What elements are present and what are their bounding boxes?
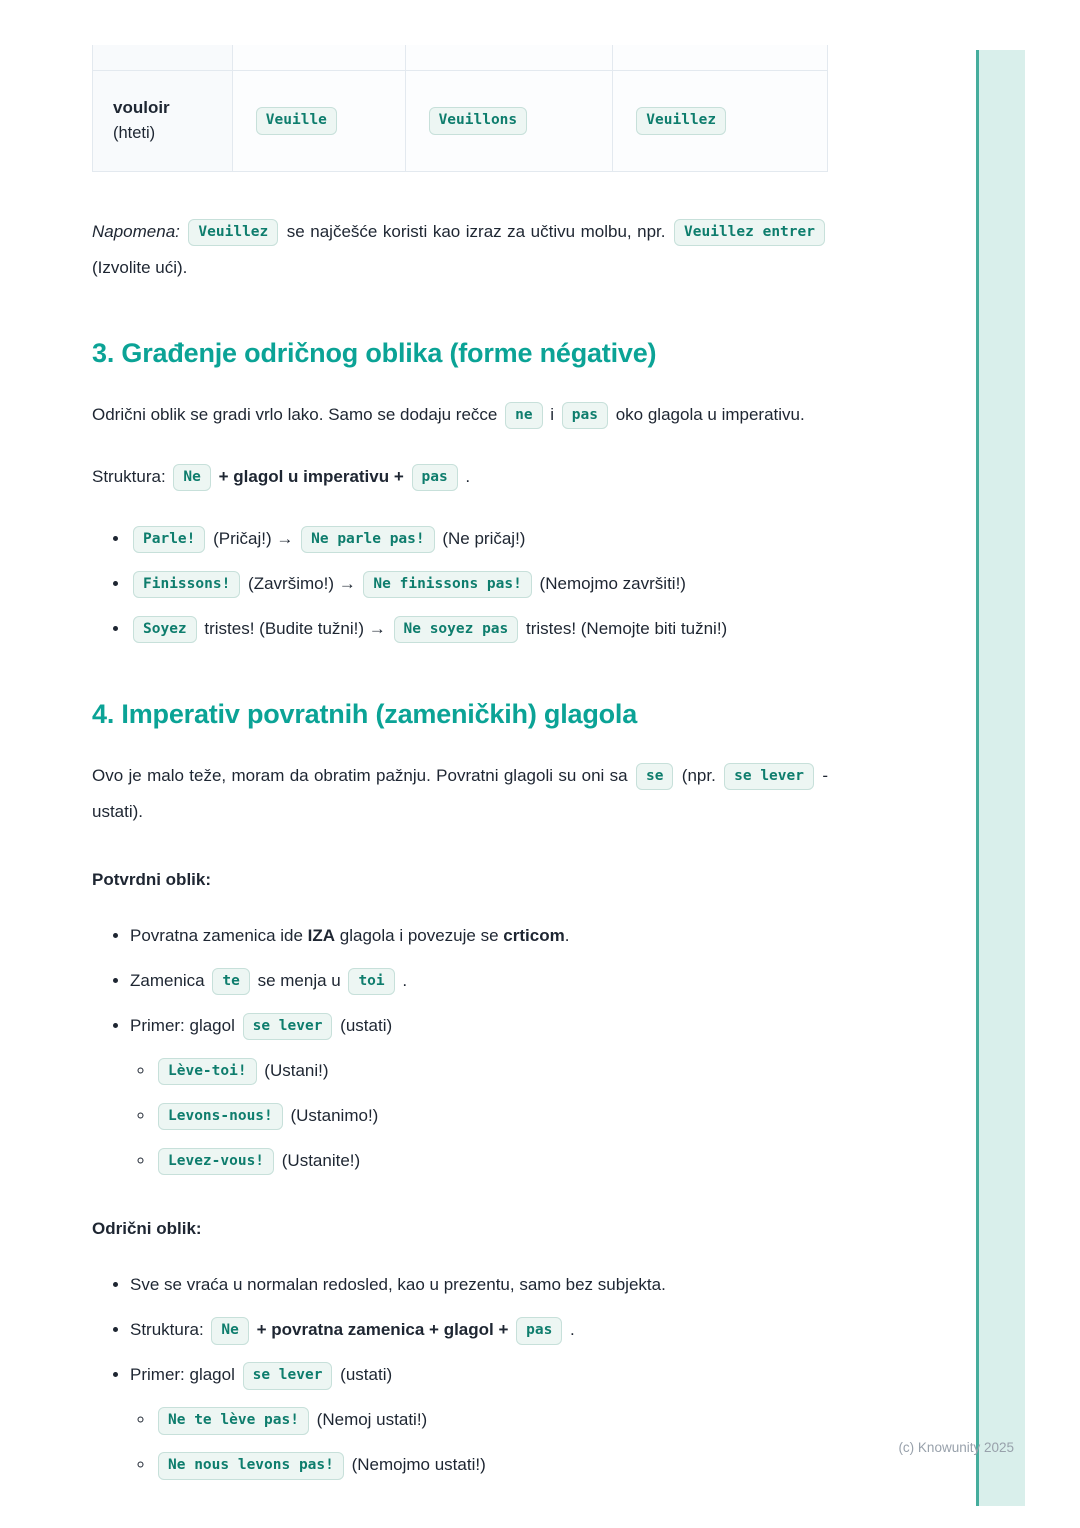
code-badge: se lever (243, 1362, 333, 1389)
note-paragraph (92, 214, 828, 286)
text-run: (Izvolite ući). (92, 257, 188, 277)
table-cell (405, 70, 613, 171)
text-run: tristes! (Nemojte biti tužni!) (521, 618, 728, 638)
code-badge: Ne (211, 1317, 248, 1344)
list-item (130, 566, 828, 602)
text-run: (ustati) (335, 1016, 393, 1036)
text-run: (Pričaj!) → (208, 528, 299, 548)
text-run: . (564, 926, 570, 945)
table-cell (613, 70, 828, 171)
copyright-text: (c) Knowunity 2025 (898, 1440, 1014, 1455)
list-item (130, 611, 828, 647)
list-item (130, 1312, 828, 1348)
code-badge: te (212, 968, 249, 995)
text-run: Struktura: (92, 466, 171, 486)
code-badge: Soyez (133, 616, 197, 643)
text-run: (Ustanimo!) (285, 1106, 379, 1126)
text-run: . (397, 971, 408, 991)
sublist-item (155, 1053, 828, 1089)
text-run: tristes! (Budite tužni!) → (199, 618, 391, 638)
odricni-heading: Odrični oblik: (92, 1219, 202, 1239)
text-run: (ustati) (335, 1365, 393, 1385)
list-item-text (130, 1016, 392, 1035)
code-badge: toi (348, 968, 394, 995)
list-item (130, 1008, 828, 1179)
section3-intro (92, 397, 828, 433)
code-badge: ne (505, 402, 542, 429)
text-run: Zamenica (130, 971, 210, 991)
list-item (130, 963, 828, 999)
code-badge: pas (562, 402, 608, 429)
section3-struktura-line (92, 459, 828, 495)
code-badge: Finissons! (133, 571, 240, 598)
odricni-list (92, 1267, 828, 1483)
bold-text: + glagol u imperativu + (213, 466, 409, 486)
section4-intro (92, 758, 828, 830)
verb-name: vouloir (113, 97, 170, 117)
text-run: (Ustani!) (259, 1061, 329, 1081)
text-run: (Nemojmo ustati!) (346, 1455, 486, 1475)
text-run: se najčešće koristi kao izraz za učtivu molbu, npr. (281, 221, 672, 241)
text-run: Ovo je malo teže, moram da obratim pažnju. Povratni glagoli su oni sa (92, 765, 633, 785)
conjugation-table (92, 45, 828, 172)
bold-text: IZA (307, 926, 336, 945)
section4-title: 4. Imperativ povratnih (zameničkih) glagola (92, 698, 638, 729)
odricni-sublist (130, 1402, 828, 1483)
section3-example-list (92, 521, 828, 647)
verb-cell (93, 70, 233, 171)
code-badge: Lève-toi! (158, 1058, 257, 1085)
document-content (92, 0, 828, 1483)
text-run: Povratna zamenica ide (130, 926, 308, 945)
code-badge: Levons-nous! (158, 1103, 283, 1130)
potvrdni-sublist (130, 1053, 828, 1179)
list-item-text (130, 1365, 392, 1384)
text-run: Sve se vraća u normalan redosled, kao u prezentu, samo bez subjekta. (130, 1275, 666, 1295)
code-badge: pas (412, 464, 458, 491)
text-run: - ustati). (92, 765, 828, 821)
verb-translation: (hteti) (113, 123, 156, 142)
sublist-item (155, 1402, 828, 1438)
code-badge: Veuille (256, 107, 337, 134)
table-cell (93, 45, 233, 70)
code-badge: Veuillez entrer (674, 219, 825, 246)
text-run: glagola i povezuje se (335, 926, 504, 945)
list-item (130, 918, 828, 954)
code-badge: Levez-vous! (158, 1148, 274, 1175)
code-badge: se lever (243, 1013, 333, 1040)
text-run: (Nemoj ustati!) (311, 1410, 428, 1430)
text-run: se menja u (252, 971, 346, 991)
code-badge: Veuillez (636, 107, 726, 134)
code-badge: pas (516, 1317, 562, 1344)
potvrdni-heading: Potvrdni oblik: (92, 869, 211, 889)
code-badge: Ne (173, 464, 210, 491)
table-row (93, 45, 828, 70)
sublist-item (155, 1098, 828, 1134)
text-run: Primer: glagol (130, 1365, 240, 1385)
italic-text: Napomena: (92, 221, 186, 241)
bold-text: + povratna zamenica + glagol + (251, 1320, 514, 1340)
side-accent-bar (976, 50, 1025, 1506)
code-badge: Ne parle pas! (301, 526, 435, 553)
table-row (93, 70, 828, 171)
text-run: (npr. (676, 765, 722, 785)
text-run: . (565, 1320, 575, 1340)
potvrdni-list (92, 918, 828, 1179)
code-badge: se lever (724, 763, 814, 790)
sublist-item (155, 1447, 828, 1483)
text-run: Primer: glagol (130, 1016, 240, 1036)
text-run: Odrični oblik se gradi vrlo lako. Samo se dodaju rečce (92, 404, 503, 424)
text-run: (Završimo!) → (243, 573, 361, 593)
table-cell (405, 45, 613, 70)
sublist-item (155, 1143, 828, 1179)
text-run: oko glagola u imperativu. (611, 404, 805, 424)
text-run: (Nemojmo završiti!) (534, 573, 686, 593)
section3-title: 3. Građenje odričnog oblika (forme négative) (92, 337, 657, 368)
text-run: Struktura: (130, 1320, 209, 1340)
text-run: (Ustanite!) (277, 1151, 361, 1171)
code-badge: Ne te lève pas! (158, 1407, 309, 1434)
code-badge: Veuillons (429, 107, 528, 134)
code-badge: Veuillez (188, 219, 278, 246)
list-item (130, 521, 828, 557)
table-cell (232, 70, 405, 171)
code-badge: Ne soyez pas (394, 616, 519, 643)
text-run: (Ne pričaj!) (437, 528, 526, 548)
code-badge: Ne finissons pas! (363, 571, 531, 598)
text-run: . (460, 466, 471, 486)
list-item (130, 1267, 828, 1303)
table-cell (232, 45, 405, 70)
code-badge: Ne nous levons pas! (158, 1452, 344, 1479)
bold-text: crticom (503, 926, 565, 945)
text-run: i (545, 404, 559, 424)
code-badge: se (636, 763, 673, 790)
code-badge: Parle! (133, 526, 205, 553)
table-cell (613, 45, 828, 70)
list-item (130, 1357, 828, 1483)
